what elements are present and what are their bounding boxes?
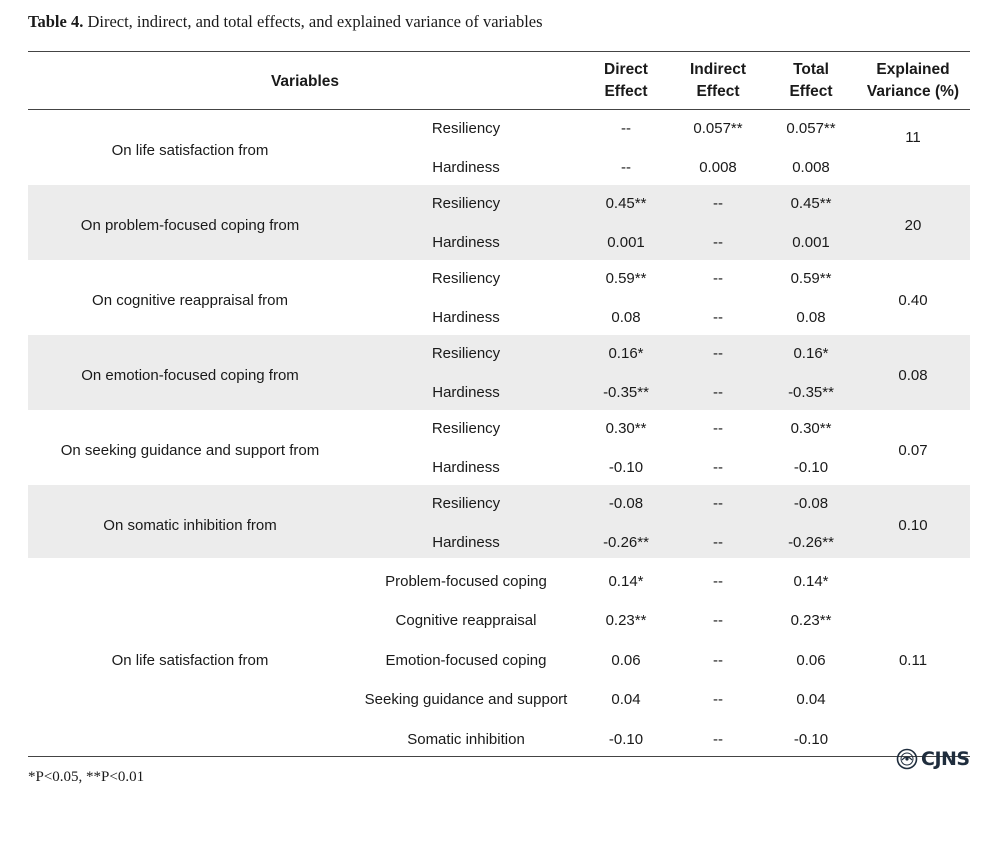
direct-effect-cell: 0.001 — [607, 234, 645, 251]
footnote: *P<0.05, **P<0.01 — [28, 769, 145, 785]
header-direct-effect: Direct Effect — [604, 61, 648, 100]
direct-effect-cell: -- — [621, 120, 631, 137]
indirect-effect-cell: -- — [713, 731, 723, 748]
direct-effect-cell: 0.30** — [605, 420, 647, 437]
group-label: On somatic inhibition from — [103, 516, 277, 534]
predictor-cell: Hardiness — [432, 459, 500, 476]
total-effect-cell: 0.45** — [790, 195, 832, 212]
predictor-cell: Hardiness — [432, 534, 500, 551]
direct-effect-cell: -0.10 — [608, 731, 644, 748]
total-effect-cell: 0.001 — [792, 234, 830, 251]
predictor-cell: Emotion-focused coping — [385, 652, 547, 669]
direct-effect-cell: -0.10 — [608, 459, 644, 476]
indirect-effect-cell: -- — [713, 652, 723, 669]
total-effect-cell: -0.35** — [788, 384, 834, 401]
direct-effect-cell: 0.59** — [605, 270, 647, 287]
predictor-cell: Resiliency — [431, 420, 501, 437]
total-effect-cell: 0.04 — [796, 691, 826, 708]
total-effect-cell: 0.23** — [790, 612, 832, 629]
total-effect-cell: -0.10 — [793, 731, 829, 748]
explained-variance-cell: 0.11 — [898, 652, 928, 669]
direct-effect-cell: -0.35** — [603, 384, 649, 401]
indirect-effect-cell: 0.057** — [693, 120, 743, 137]
header-explained-variance: Explained Variance (%) — [866, 61, 960, 100]
total-effect-cell: 0.06 — [796, 652, 826, 669]
indirect-effect-cell: 0.008 — [699, 159, 737, 176]
indirect-effect-cell: -- — [713, 384, 723, 401]
group-label: On life satisfaction from — [111, 141, 269, 159]
total-effect-cell: 0.008 — [792, 159, 830, 176]
explained-variance-cell: 11 — [905, 129, 921, 146]
indirect-effect-cell: -- — [713, 691, 723, 708]
top-rule — [28, 51, 970, 52]
total-effect-cell: 0.30** — [790, 420, 832, 437]
indirect-effect-cell: -- — [713, 534, 723, 551]
group-label: On seeking guidance and support from — [60, 441, 320, 459]
predictor-cell: Problem-focused coping — [385, 573, 547, 590]
explained-variance-cell: 0.10 — [898, 516, 928, 534]
total-effect-cell: 0.057** — [786, 120, 836, 137]
direct-effect-cell: 0.14* — [608, 573, 644, 590]
predictor-cell: Resiliency — [431, 120, 501, 137]
predictor-cell: Cognitive reappraisal — [395, 612, 537, 629]
group-label: On cognitive reappraisal from — [92, 291, 288, 309]
predictor-cell: Hardiness — [432, 384, 500, 401]
indirect-effect-cell: -- — [713, 459, 723, 476]
explained-variance-cell: 0.08 — [898, 366, 928, 384]
indirect-effect-cell: -- — [713, 195, 723, 212]
explained-variance-cell: 20 — [904, 216, 922, 234]
header-variables: Variables — [270, 73, 340, 90]
direct-effect-cell: 0.08 — [611, 309, 641, 326]
total-effect-cell: 0.16* — [793, 345, 829, 362]
explained-variance-cell: 0.07 — [898, 441, 928, 459]
bottom-rule — [28, 756, 970, 757]
indirect-effect-cell: -- — [713, 345, 723, 362]
total-effect-cell: -0.10 — [793, 459, 829, 476]
journal-seal-icon — [896, 748, 918, 770]
direct-effect-cell: 0.06 — [611, 652, 641, 669]
group-label: On life satisfaction from — [111, 652, 269, 669]
direct-effect-cell: -- — [621, 159, 631, 176]
indirect-effect-cell: -- — [713, 234, 723, 251]
predictor-cell: Resiliency — [431, 195, 501, 212]
header-indirect-effect: Indirect Effect — [690, 61, 746, 100]
total-effect-cell: -0.26** — [788, 534, 834, 551]
indirect-effect-cell: -- — [713, 612, 723, 629]
group-label: On problem-focused coping from — [80, 216, 300, 234]
indirect-effect-cell: -- — [713, 270, 723, 287]
direct-effect-cell: 0.23** — [605, 612, 647, 629]
direct-effect-cell: 0.16* — [608, 345, 644, 362]
table-caption — [28, 12, 543, 32]
total-effect-cell: 0.59** — [790, 270, 832, 287]
indirect-effect-cell: -- — [713, 573, 723, 590]
predictor-cell: Resiliency — [431, 495, 501, 512]
indirect-effect-cell: -- — [713, 420, 723, 437]
header-total-effect: Total Effect — [789, 61, 833, 100]
group-label: On emotion-focused coping from — [81, 366, 299, 384]
direct-effect-cell: -0.08 — [608, 495, 644, 512]
journal-logo — [896, 748, 970, 770]
predictor-cell: Hardiness — [432, 309, 500, 326]
journal-logo-text: CJNS — [921, 748, 970, 770]
table-title: Direct, indirect, and total effects, and explained variance of variables — [83, 12, 543, 31]
explained-variance-cell: 0.40 — [898, 291, 928, 309]
indirect-effect-cell: -- — [713, 495, 723, 512]
predictor-cell: Hardiness — [432, 159, 500, 176]
table-label: Table 4. — [28, 12, 84, 31]
total-effect-cell: 0.14* — [793, 573, 829, 590]
predictor-cell: Resiliency — [431, 345, 501, 362]
total-effect-cell: 0.08 — [796, 309, 826, 326]
predictor-cell: Hardiness — [432, 234, 500, 251]
indirect-effect-cell: -- — [713, 309, 723, 326]
predictor-cell: Seeking guidance and support — [364, 691, 568, 708]
total-effect-cell: -0.08 — [793, 495, 829, 512]
predictor-cell: Resiliency — [431, 270, 501, 287]
direct-effect-cell: 0.04 — [611, 691, 641, 708]
predictor-cell: Somatic inhibition — [407, 731, 525, 748]
direct-effect-cell: 0.45** — [605, 195, 647, 212]
direct-effect-cell: -0.26** — [603, 534, 649, 551]
